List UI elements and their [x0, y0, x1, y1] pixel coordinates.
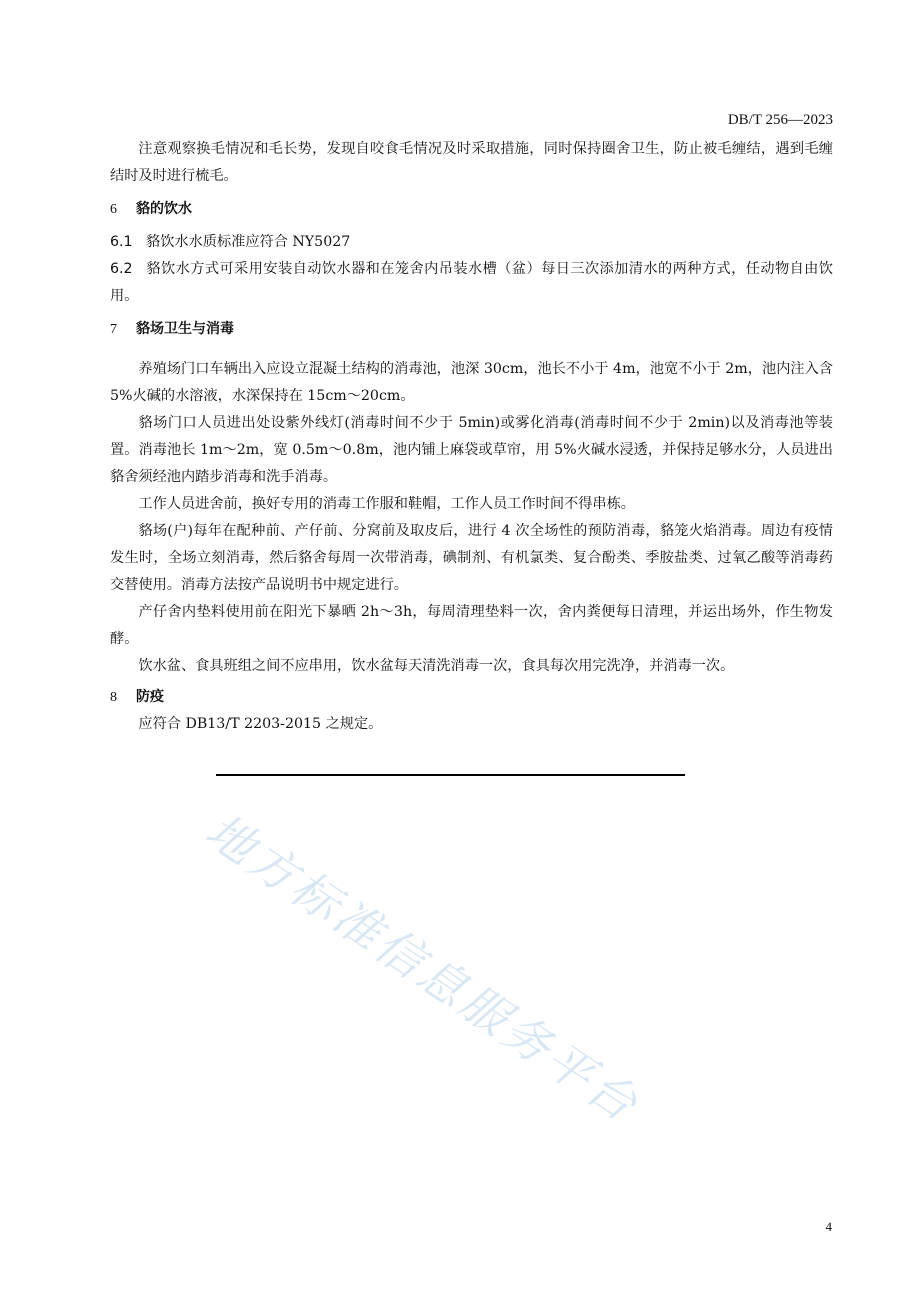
section-8-paragraph: 应符合 DB13/T 2203-2015 之规定。 [138, 716, 383, 732]
section-7-paragraph: 貉场(户)每年在配种前、产仔前、分窝前及取皮后，进行 4 次全场性的预防消毒，貉笼火焰消毒。周边有疫情发生时，全场立刻消毒，然后貉舍每周一次带消毒，碘制剂、有机氯类、复合酚类、季胺盐类、过氧乙酸等消毒药交替使用。消毒方法按产品说明书中规定进行。 [110, 523, 833, 593]
intro-paragraph: 注意观察换毛情况和毛长势，发现自咬食毛情况及时采取措施，同时保持圈舍卫生，防止被毛缠结，遇到毛缠结时及时进行梳毛。 [110, 141, 833, 184]
page-content [110, 136, 833, 738]
clause-6-2-number: 6.2 [110, 261, 133, 277]
section-6-number: 6 [110, 202, 117, 217]
section-6-title: 貉的饮水 [136, 201, 192, 217]
clause-6-1-number: 6.1 [110, 234, 133, 250]
section-7-title: 貉场卫生与消毒 [136, 321, 234, 337]
section-7-paragraph: 貉场门口人员进出处设紫外线灯(消毒时间不少于 5min)或雾化消毒(消毒时间不少于 2min)以及消毒池等装置。消毒池长 1m～2m，宽 0.5m～0.8m，池内铺上麻袋或草帘，用 5%火碱水浸透，并保持足够水分，人员进出貉舍须经池内踏步消毒和洗手消毒。 [110, 415, 833, 485]
end-of-document-line [216, 774, 685, 776]
document-code: DB/T 256—2023 [727, 112, 833, 128]
section-8-heading [110, 684, 833, 711]
section-7-paragraph: 工作人员进舍前，换好专用的消毒工作服和鞋帽，工作人员工作时间不得串栋。 [138, 496, 635, 512]
page-number: 4 [825, 1219, 832, 1234]
section-6-heading [110, 196, 833, 223]
spacer [110, 349, 833, 356]
section-7-heading [110, 316, 833, 343]
clause-6-1 [110, 229, 833, 256]
clause-6-1-text: 貉饮水水质标准应符合 NY5027 [146, 234, 351, 250]
section-8-title: 防疫 [136, 689, 164, 705]
section-7-number: 7 [110, 322, 117, 337]
section-7-paragraph: 饮水盆、食具班组之间不应串用，饮水盆每天清洗消毒一次，食具每次用完洗净，并消毒一次。 [138, 658, 735, 674]
watermark: 地方标准信息服务平台 [195, 803, 650, 1135]
clause-6-2-text: 貉饮水方式可采用安装自动饮水器和在笼舍内吊装水槽（盆）每日三次添加清水的两种方式，任动物自由饮用。 [110, 261, 833, 304]
clause-6-2 [110, 256, 833, 310]
section-7-paragraph: 养殖场门口车辆出入应设立混凝土结构的消毒池，池深 30cm，池长不小于 4m，池宽不小于 2m，池内注入含 5%火碱的水溶液，水深保持在 15cm～20cm。 [110, 361, 833, 404]
section-7-paragraph: 产仔舍内垫料使用前在阳光下暴晒 2h～3h，每周清理垫料一次，舍内粪便每日清理，并运出场外，作生物发酵。 [110, 604, 833, 647]
section-8-number: 8 [110, 690, 117, 705]
